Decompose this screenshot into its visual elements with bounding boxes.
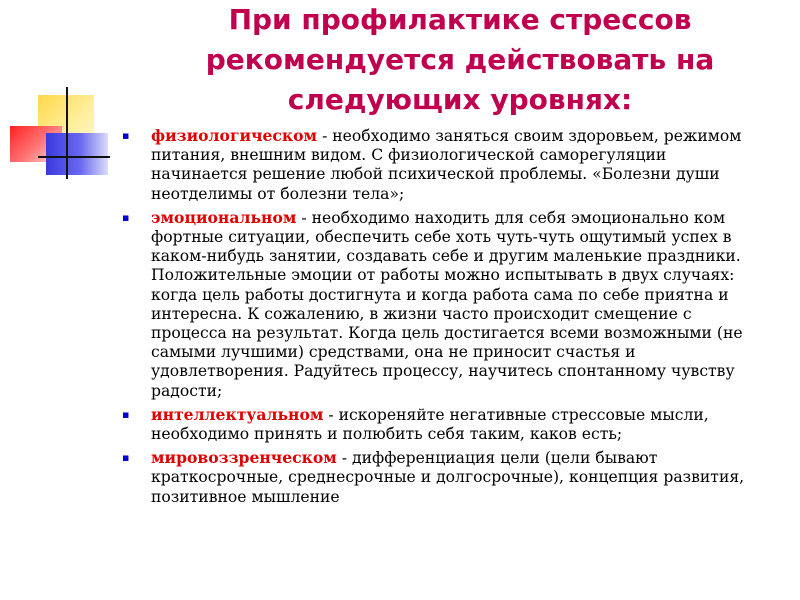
list-item-physiological xyxy=(122,126,762,204)
list-item-intellectual xyxy=(122,405,762,444)
bullet-icon: ▪ xyxy=(122,129,130,142)
vertical-line xyxy=(66,87,68,179)
list-item-emotional xyxy=(122,208,762,401)
decorative-squares-graphic xyxy=(0,0,130,190)
horizontal-line xyxy=(38,156,110,158)
slide-title: При профилактике стрессов рекомендуется действовать на следующих уровнях: xyxy=(205,3,715,116)
list-item-worldview xyxy=(122,448,762,507)
blue-square xyxy=(46,133,108,175)
level-description: - необходимо заняться своим здоровьем, режимом питания, внешним видом. С физиологической саморегуляции начинается решение любой психической проблемы. «Болезни души неотделимы от болезни тела»; xyxy=(151,127,742,203)
bullet-icon: ▪ xyxy=(122,210,130,224)
levels-list xyxy=(122,126,762,511)
bullet-icon: ▪ xyxy=(122,407,130,421)
level-term: мировоззренческом xyxy=(151,448,337,468)
level-term: интеллектуальном xyxy=(151,404,324,424)
level-term: физиологическом xyxy=(151,126,318,145)
bullet-icon: ▪ xyxy=(122,451,130,465)
level-description: - искореняйте негативные стрессовые мысли, необходимо принять и полюбить себя таким, каков есть; xyxy=(151,405,709,444)
level-term: эмоциональном xyxy=(151,207,297,227)
level-description: - дифференциация цели (цели бывают краткосрочные, среднесрочные и долгосрочные), концепция развития, позитивное мышление xyxy=(151,449,745,506)
level-description: - необходимо находить для себя эмоционально ком фортные ситуации, обеспечить себе хоть чуть-чуть ощутимый успех в каком-нибудь занятии, создавать себе и другим маленькие праздники. Положительные эмоции от работы можно испытывать в двух случаях: когда цель работы достигнута и когда работа сама по себе приятна и интересна. К сожалению, в жизни часто происходит смещение с процесса на результат. Когда цель достигается всеми возможными (не самыми лучшими) средствами, она не приносит счастья и удовлетворения. Радуйтесь процессу, научитесь спонтанному чувству радости; xyxy=(151,208,743,400)
